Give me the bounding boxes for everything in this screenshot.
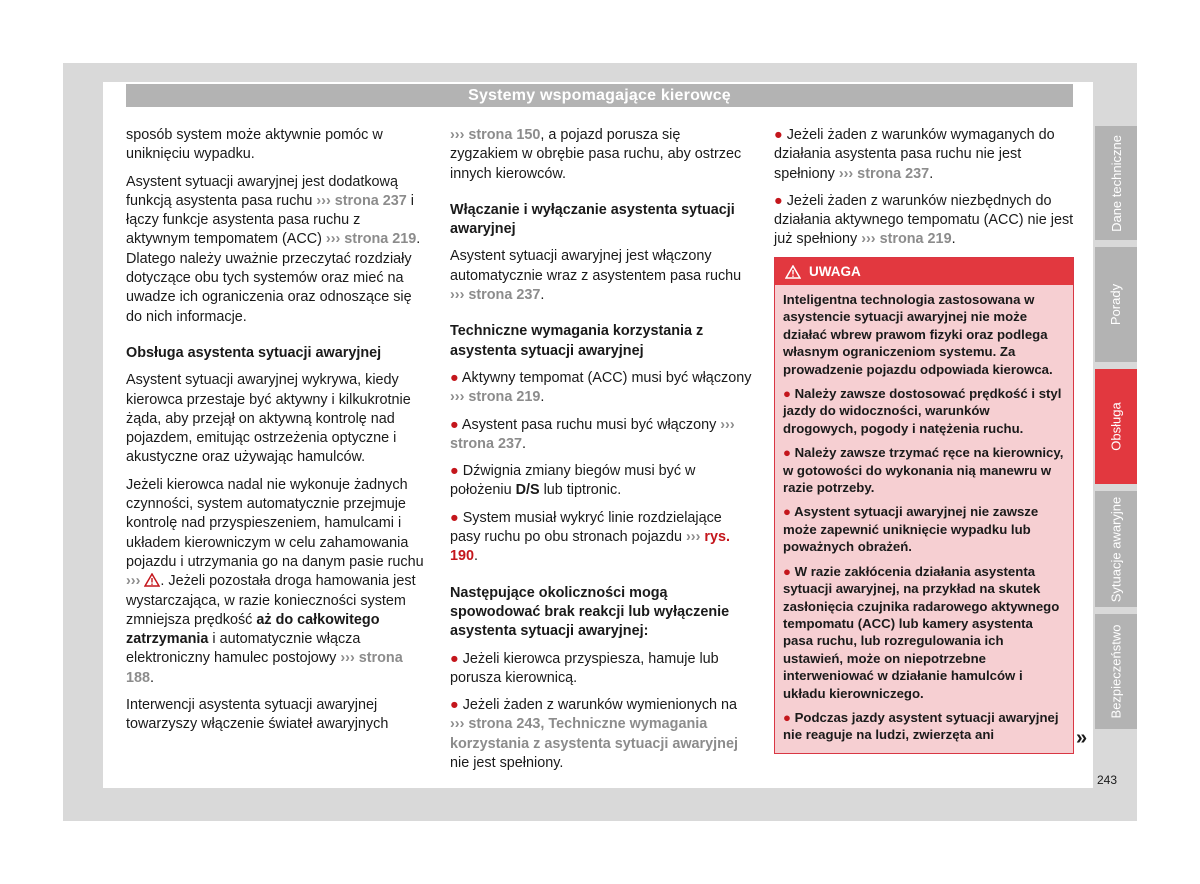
text: Jeżeli żaden z warunków niezbędnych do działania aktywnego tempomatu (ACC) nie jest już spełniony [774, 192, 1074, 248]
warning-triangle-icon [144, 573, 160, 587]
text: . [951, 231, 956, 248]
warning-item [783, 709, 1065, 744]
page-link[interactable]: ››› strona 237 [316, 192, 407, 209]
bullet-icon: ● [783, 445, 791, 461]
text: . [474, 548, 479, 565]
page-link[interactable]: ››› strona 219 [325, 231, 417, 248]
list-item [450, 369, 752, 408]
tab-label: Sytuacje awaryjne [1108, 496, 1124, 602]
list-item [450, 696, 752, 773]
paragraph: Asystent sytuacji awaryjnej wykrywa, kiedy kierowca przestaje być aktywny i kilkukrotnie żąda, aby przejął on aktywną kontrolę nad pojazdem, emitując ostrzeżenia optyczne i akustyczne oraz używając hamulców. [126, 372, 411, 466]
text: W razie zakłócenia działania asystenta sytuacji awaryjnej, na przykład na skutek zasłonięcia czujnika radarowego aktywnego tempomatu (ACC) lub kamery asystenta pasa ruchu, lub rozregulowania ich ustawień, może on niepotrzebne interweniować w działanie hamulców i układu kierowniczego. [783, 563, 1060, 701]
list-item [774, 192, 1076, 250]
text: i automatycznie włącza elektroniczny hamulec postojowy [126, 631, 361, 667]
warning-body [775, 285, 1073, 744]
bullet-icon: ● [450, 697, 459, 714]
text: System musiał wykryć linie rozdzielające pasy ruchu po obu stronach pojazdu [450, 509, 722, 546]
figure-link[interactable]: rys. 190 [450, 529, 731, 565]
page-number: 243 [1097, 773, 1118, 787]
section-heading: Włączanie i wyłączanie asystenta sytuacji awaryjnej [450, 201, 735, 238]
section-heading: Techniczne wymagania korzystania z asystenta sytuacji awaryjnej [450, 323, 704, 359]
list-item [450, 509, 752, 567]
warning-item [783, 444, 1065, 496]
page-link[interactable]: ››› strona 237 [450, 416, 735, 452]
text: . Jeżeli pozostała droga hamowania jest wystarczająca, w razie konieczności system zmniejsza prędkość [126, 573, 416, 628]
tab-sytuacje-awaryjne[interactable] [1095, 491, 1137, 607]
text-column-3 [774, 126, 1076, 258]
bullet-icon: ● [450, 463, 459, 480]
text: Asystent sytuacji awaryjnej jest dodatkową funkcją asystenta pasa ruchu [126, 173, 398, 209]
text: Aktywny tempomat (ACC) musi być włączony [461, 369, 752, 386]
text: Należy zawsze dostosować prędkość i styl jazdy do widoczności, warunków drogowych, pogody i natężenia ruchu. [783, 386, 1062, 436]
text: Jeżeli kierowca nadal nie wykonuje żadnych czynności, system automatycznie przejmuje kontrolę nad przyspieszeniem, hamulcami i układem kierowniczym w celu zahamowania pojazdu i utrzymania go na danym pasie ruchu [126, 476, 424, 570]
page-link[interactable]: ››› strona 219 [861, 231, 952, 248]
list-item [774, 126, 1076, 184]
text: , a pojazd porusza się zygzakiem w obrębie pasa ruchu, aby ostrzec innych kierowców. [450, 127, 742, 182]
warning-item [783, 503, 1065, 555]
page-link[interactable]: ››› strona 219 [450, 389, 541, 406]
warning-link[interactable]: ››› [126, 573, 141, 590]
warning-box [774, 257, 1074, 754]
section-heading: Następujące okoliczności mogą spowodować brak reakcji lub wyłączenie asystenta sytuacji awaryjnej: [450, 584, 730, 640]
warning-title: UWAGA [809, 264, 861, 279]
page-title: Systemy wspomagające kierowcę [126, 84, 1073, 107]
paragraph [126, 173, 428, 327]
paragraph [450, 247, 752, 305]
text-column-1 [126, 126, 428, 743]
bold-text: D/S [515, 482, 540, 499]
warning-header [775, 258, 1073, 285]
text: Jeżeli żaden z warunków wymienionych na [462, 697, 738, 714]
text: Dźwignia zmiany biegów musi być w położeniu [450, 463, 696, 499]
list-item [450, 416, 752, 455]
list-item [450, 462, 752, 501]
paragraph [450, 126, 752, 184]
warning-triangle-icon [785, 265, 801, 279]
text: . [150, 669, 155, 686]
text-column-2 [450, 126, 752, 781]
bullet-icon: ● [783, 386, 791, 402]
bullet-icon: ● [450, 509, 459, 526]
tab-dane-techniczne[interactable] [1095, 126, 1137, 240]
list-item [450, 650, 752, 689]
text: . [929, 165, 934, 182]
bullet-icon: ● [774, 192, 783, 209]
tab-label: Obsługa [1108, 402, 1124, 451]
text: Podczas jazdy asystent sytuacji awaryjnej nie reaguje na ludzi, zwierzęta ani [783, 709, 1059, 743]
tab-obsluga[interactable] [1095, 369, 1137, 484]
text: Asystent sytuacji awaryjnej nie zawsze może zapewnić uniknięcie wypadku lub poważnych obrażeń. [783, 504, 1039, 555]
figure-link-arrows[interactable]: ››› [686, 529, 701, 546]
text: lub tiptronic. [539, 482, 622, 499]
warning-item [783, 563, 1065, 702]
page-link[interactable]: ››› strona 237 [450, 287, 541, 304]
page-link[interactable]: ››› strona 188 [126, 650, 403, 686]
tab-bezpieczenstwo[interactable] [1095, 614, 1137, 729]
paragraph: sposób system może aktywnie pomóc w uniknięciu wypadku. [126, 127, 383, 163]
bullet-icon: ● [774, 127, 783, 143]
text: . Dlatego należy uważnie przeczytać rozdziały dotyczące obu tych systemów oraz mieć na uwadze ich ograniczenia oraz odnoszące się do nich informacje. [126, 231, 421, 325]
tab-label: Porady [1108, 283, 1124, 326]
bold-text: aż do całkowitego zatrzymania [126, 611, 380, 648]
bullet-icon: ● [450, 416, 459, 433]
text: Jeżeli żaden z warunków wymaganych do działania asystenta pasa ruchu nie jest spełniony [774, 127, 1055, 182]
tab-label: Bezpieczeństwo [1108, 624, 1124, 719]
paragraph [126, 476, 428, 688]
bullet-icon: ● [783, 709, 791, 725]
text: Należy zawsze trzymać ręce na kierownicy, w gotowości do wykonania nią manewru w razie potrzeby. [783, 445, 1064, 496]
warning-item [783, 385, 1065, 437]
warning-intro: Inteligentna technologia zastosowana w asystencie sytuacji awaryjnej nie może działać wbrew prawom fizyki oraz podlega własnym ograniczeniom systemu. Za prowadzenie pojazdu odpowiada kierowca. [783, 292, 1053, 377]
bullet-icon: ● [450, 369, 459, 386]
text: Asystent sytuacji awaryjnej jest włączony automatycznie wraz z asystentem pasa ruchu [450, 248, 742, 284]
section-heading: Obsługa asystenta sytuacji awaryjnej [126, 344, 382, 361]
bullet-icon: ● [450, 650, 459, 667]
text: . [522, 435, 526, 452]
paragraph: Interwencji asystenta sytuacji awaryjnej towarzyszy włączenie świateł awaryjnych [126, 697, 389, 733]
bullet-icon: ● [783, 504, 791, 520]
text: Asystent pasa ruchu musi być włączony [461, 416, 721, 433]
tab-porady[interactable] [1095, 247, 1137, 362]
tab-label: Dane techniczne [1108, 134, 1124, 232]
text: nie jest spełniony. [450, 755, 564, 772]
page-link[interactable]: ››› strona 237 [838, 165, 930, 182]
continue-arrow-icon: » [1076, 727, 1088, 749]
page-link[interactable]: ››› strona 243, Techniczne wymagania korzystania z asystenta sytuacji awaryjnej [450, 716, 738, 752]
text: i łączy funkcje asystenta pasa ruchu z aktywnym tempomatem (ACC) [126, 192, 414, 248]
text: . [540, 389, 545, 406]
page-link[interactable]: ››› strona 150 [450, 127, 541, 143]
bullet-icon: ● [783, 563, 791, 579]
text: . [540, 287, 545, 304]
text: Jeżeli kierowca przyspiesza, hamuje lub porusza kierownicą. [450, 650, 719, 686]
